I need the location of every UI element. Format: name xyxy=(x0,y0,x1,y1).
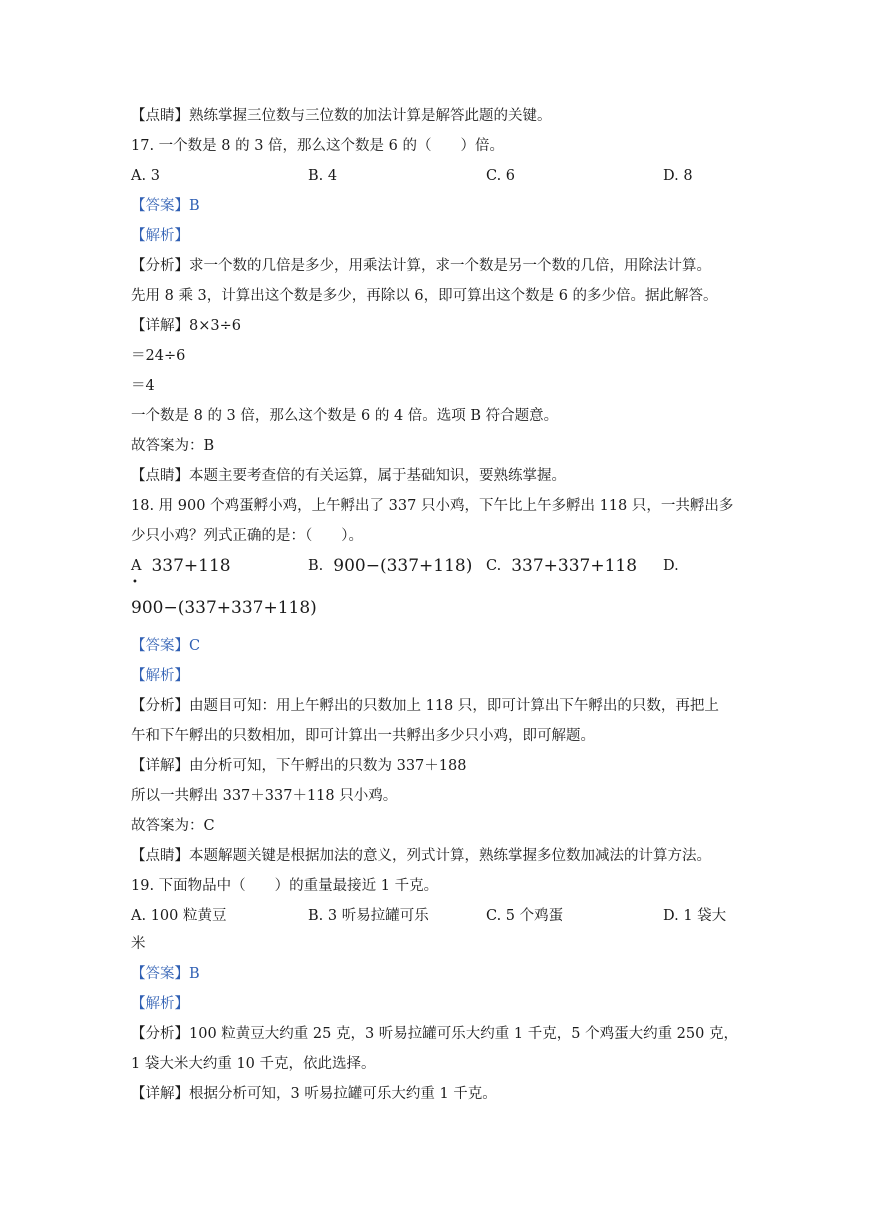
xiangjie-17-line2: ＝24÷6 xyxy=(131,348,186,364)
xiangjie-17-line4: 一个数是 8 的 3 倍，那么这个数是 6 的 4 倍。选项 B 符合题意。 xyxy=(131,408,559,424)
dianjing-16: 【点睛】熟练掌握三位数与三位数的加法计算是解答此题的关键。 xyxy=(131,108,552,124)
answer-18: 【答案】C xyxy=(131,638,201,654)
q17-options xyxy=(131,166,741,190)
conclusion-18: 故答案为：C xyxy=(131,818,215,834)
q17-option-d: D. 8 xyxy=(663,168,693,184)
fenxi-18-line2: 午和下午孵出的只数相加，即可计算出一共孵出多少只小鸡，即可解题。 xyxy=(131,728,595,744)
answer-19: 【答案】B xyxy=(131,966,200,982)
q19-option-c: C. 5 个鸡蛋 xyxy=(486,908,564,924)
xiangjie-17-line3: ＝4 xyxy=(131,378,155,394)
xiangjie-18-line1: 【详解】由分析可知，下午孵出的只数为 337＋188 xyxy=(131,758,467,774)
q18-option-d-formula: 900−(337+337+118) xyxy=(131,598,317,618)
bullet-dot: • xyxy=(132,577,138,588)
q19-option-d: D. 1 袋大 xyxy=(663,908,727,924)
q18-option-c xyxy=(486,556,637,576)
q18-options xyxy=(131,556,741,586)
q19-options xyxy=(131,906,741,930)
q18-option-b xyxy=(308,556,472,576)
fenxi-17-line1: 【分析】求一个数的几倍是多少，用乘法计算，求一个数是另一个数的几倍，用除法计算。 xyxy=(131,258,711,274)
fenxi-19-line2: 1 袋大米大约重 10 千克，依此选择。 xyxy=(131,1056,376,1072)
dianjing-17: 【点睛】本题主要考查倍的有关运算，属于基础知识，要熟练掌握。 xyxy=(131,468,566,484)
q17-option-a: A. 3 xyxy=(131,168,160,184)
xiangjie-19: 【详解】根据分析可知，3 听易拉罐可乐大约重 1 千克。 xyxy=(131,1086,497,1102)
fenxi-17-line2: 先用 8 乘 3，计算出这个数是多少，再除以 6，即可算出这个数是 6 的多少倍。据此解答。 xyxy=(131,288,718,304)
dianjing-18: 【点睛】本题解题关键是根据加法的意义，列式计算，熟练掌握多位数加减法的计算方法。 xyxy=(131,848,711,864)
q18-option-b-formula: 900−(337+118) xyxy=(333,556,473,576)
q18-option-a-label: A xyxy=(131,558,142,574)
q18-option-c-formula: 337+337+118 xyxy=(511,556,638,576)
q19-option-d-wrap: 米 xyxy=(131,936,146,952)
q18-option-d: D. xyxy=(663,558,679,574)
q17-option-b: B. 4 xyxy=(308,168,338,184)
fenxi-19-line1: 【分析】100 粒黄豆大约重 25 克，3 听易拉罐可乐大约重 1 千克，5 个鸡蛋大约重 250 克， xyxy=(131,1026,738,1042)
question-19: 19. 下面物品中（ ）的重量最接近 1 千克。 xyxy=(131,878,439,894)
q18-option-a-formula: 337+118 xyxy=(151,556,231,576)
question-18-line2: 少只小鸡？列式正确的是：（ ）。 xyxy=(131,528,363,544)
q19-option-b: B. 3 听易拉罐可乐 xyxy=(308,908,429,924)
fenxi-18-line1: 【分析】由题目可知：用上午孵出的只数加上 118 只，即可计算出下午孵出的只数，再把上 xyxy=(131,698,719,714)
q17-option-c: C. 6 xyxy=(486,168,516,184)
jiexi-18: 【解析】 xyxy=(131,668,189,684)
q18-option-c-label: C. xyxy=(486,558,502,574)
q18-option-b-label: B. xyxy=(308,558,324,574)
jiexi-17: 【解析】 xyxy=(131,228,189,244)
conclusion-17: 故答案为：B xyxy=(131,438,215,454)
xiangjie-17-line1: 【详解】8×3÷6 xyxy=(131,318,241,334)
jiexi-19: 【解析】 xyxy=(131,996,189,1012)
q18-option-a xyxy=(131,556,231,576)
answer-17: 【答案】B xyxy=(131,198,200,214)
q19-option-a: A. 100 粒黄豆 xyxy=(131,908,227,924)
question-18-line1: 18. 用 900 个鸡蛋孵小鸡，上午孵出了 337 只小鸡，下午比上午多孵出 118 只，一共孵出多 xyxy=(131,498,734,514)
xiangjie-18-line2: 所以一共孵出 337＋337＋118 只小鸡。 xyxy=(131,788,398,804)
question-17: 17. 一个数是 8 的 3 倍，那么这个数是 6 的（ ）倍。 xyxy=(131,138,504,154)
